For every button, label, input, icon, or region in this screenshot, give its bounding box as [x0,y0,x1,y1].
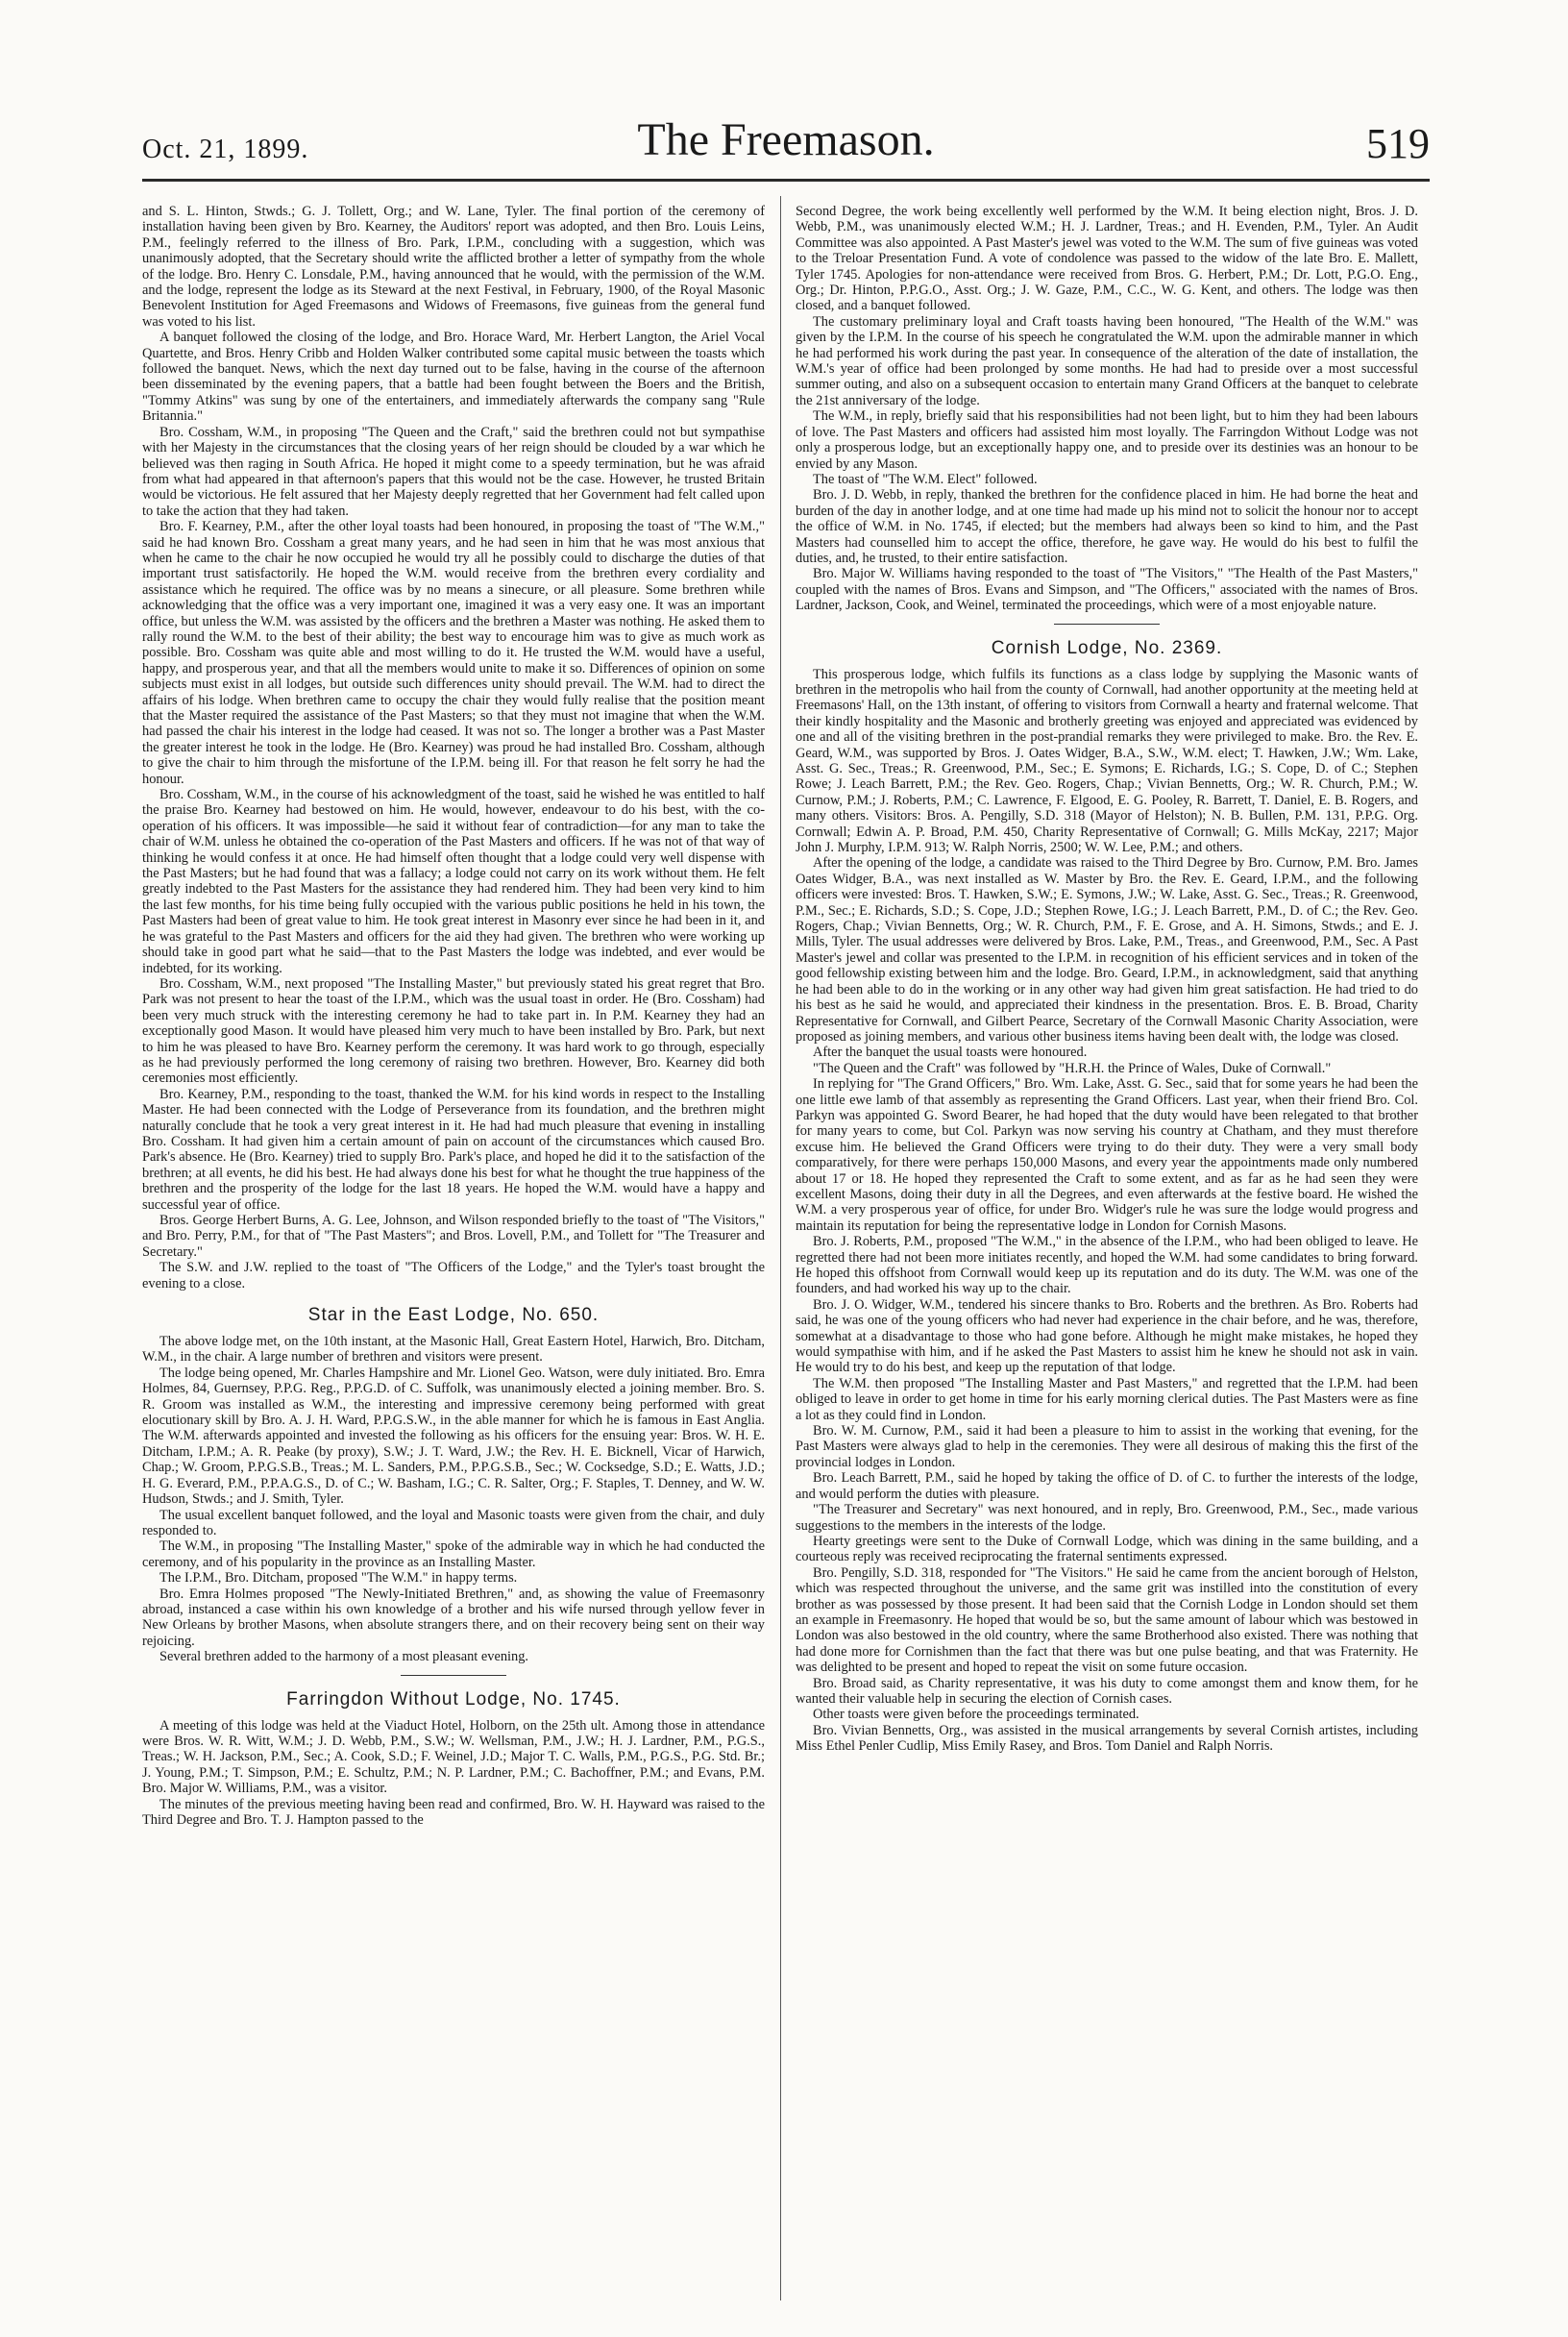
article-paragraph: and S. L. Hinton, Stwds.; G. J. Tollett, Org.; and W. Lane, Tyler. The final portion of the ceremony of installation having been given by Bro. Kearney, the Auditors' report was adopted, and then Bro. Louis Leins, P.M., feelingly referred to the illness of Bro. Park, I.P.M., concluding with a suggestion, which was unanimously adopted, that the Secretary should write the afflicted brother a letter of sympathy from the whole of the lodge. Bro. Henry C. Lonsdale, P.M., having announced that he would, with the permission of the W.M. and the lodge, represent the lodge as its Steward at the next Festival, in February, 1900, of the Royal Masonic Benevolent Institution for Aged Freemasons and Widows of Freemasons, five guineas from the general fund was voted to his list. [142,204,765,330]
section-heading-cornish-lodge: Cornish Lodge, No. 2369. [991,637,1223,658]
section-divider [401,1675,506,1676]
section-heading-farringdon-without: Farringdon Without Lodge, No. 1745. [286,1688,621,1710]
article-paragraph: After the banquet the usual toasts were honoured. [813,1045,1088,1061]
article-paragraph: Several brethren added to the harmony of a most pleasant evening. [159,1649,529,1665]
article-paragraph: After the opening of the lodge, a candidate was raised to the Third Degree by Bro. Curnow, P.M. Bro. James Oates Widger, B.A., was next installed as W. Master by Bro. the Rev. E. Geard, I.P.M., and the following officers were invested: Bros. T. Hawken, S.W.; E. Symons, J.W.; W. Lake, Asst. G. Sec., Treas.; R. Greenwood, P.M., Sec.; E. Richards, S.D.; S. Cope, J.D.; Stephen Rowe, I.G.; J. Leach Barrett, P.M., D. of C.; the Rev. Geo. Rogers, Chap.; Vivian Bennetts, Org.; W. R. Church, P.M., F. E. Grose, and A. H. Simons, Stwds.; and E. J. Mills, Tyler. The usual addresses were delivered by Bros. Lake, P.M., Treas., and Greenwood, P.M., Sec. A Past Master's jewel and collar was presented to the I.P.M. in recognition of his efficient services and in token of the good fellowship existing between him and the lodge. Bro. Geard, I.P.M., in acknowledgment, said that anything he had been able to do in the working or in any other way had given him great satisfaction. He had tried to do his best as he said he would, and appreciated their kindness in the presentation. Bros. E. B. Broad, Charity Representative for Cornwall, and Gilbert Pearce, Secretary of the Cornwall Masonic Charity Association, were proposed as joining members, and various other business items having been dealt with, the lodge was closed. [796,855,1418,1045]
article-paragraph: The S.W. and J.W. replied to the toast of "The Officers of the Lodge," and the Tyler's toast brought the evening to a close. [142,1260,765,1292]
article-paragraph: Bro. Emra Holmes proposed "The Newly-Initiated Brethren," and, as showing the value of Freemasonry abroad, instanced a case within his own knowledge of a brother and his wife nursed through yellow fever in New Orleans by brother Masons, when absolute strangers there, and on their recovery being sent on their way rejoicing. [142,1586,765,1649]
article-paragraph: Other toasts were given before the proceedings terminated. [813,1707,1139,1723]
article-paragraph: Bro. J. O. Widger, W.M., tendered his sincere thanks to Bro. Roberts and the brethren. As Bro. Roberts had said, he was one of the young officers who had never had experience in the chair before, and he was, therefore, somewhat at a disadvantage to those who had gone before. Although he might make mistakes, he hoped they would sympathise with him, and if he asked the Past Masters to assist him he knew he should not ask in vain. He would try to do his best, and keep up the reputation of that lodge. [796,1296,1418,1376]
article-paragraph: Bro. Kearney, P.M., responding to the toast, thanked the W.M. for his kind words in respect to the Installing Master. He had been connected with the Lodge of Perseverance from its foundation, and the brethren might naturally conclude that he took a very great interest in it. He had had much pleasure that evening in installing Bro. Cossham. It had given him a certain amount of pain on account of the circumstances which caused Bro. Park's absence. He (Bro. Kearney) tried to supply Bro. Park's place, and hoped he did it to the satisfaction of the brethren; at all events, he did his best. He had always done his best for what he thought the true happiness of the brethren and the prosperity of the lodge for the last 18 years. He hoped the W.M. would have a happy and successful year of office. [142,1086,765,1213]
article-paragraph: This prosperous lodge, which fulfils its functions as a class lodge by supplying the Masonic wants of brethren in the metropolis who hail from the county of Cornwall, had another opportunity at the meeting held at Freemasons' Hall, on the 13th instant, of offering to visitors from Cornwall a hearty and fraternal welcome. That their kindly hospitality and the Masonic and brotherly greeting was enjoyed and appreciated was evidenced by one and all of the visiting brethren in the post-prandial remarks they were privileged to make. Bro. the Rev. E. Geard, W.M., was supported by Bros. J. Oates Widger, B.A., S.W., W.M. elect; T. Hawken, J.W.; Wm. Lake, Asst. G. Sec., Treas.; R. Greenwood, P.M., Sec.; E. Symons; E. Richards, I.G.; S. Cope, D. of C.; Stephen Rowe; J. Leach Barrett, P.M.; the Rev. Geo. Rogers, Chap.; Vivian Bennetts, Org.; W. R. Church, P.M.; W. Curnow, P.M.; J. Roberts, P.M.; C. Lawrence, F. Elgood, E. G. Pooley, R. Barrett, T. Daniel, E. B. Rogers, and many others. Visitors: Bros. A. Pengilly, S.D. 318 (Mayor of Helston); N. B. Bullen, P.M. 131, P.P.G. Org. Cornwall; Edwin A. P. Broad, P.M. 450, Charity Representative of Cornwall; G. Mills McKay, 2217; Major John J. Murphy, I.P.M. 913; W. Ralph Norris, 2500; W. W. Lee, P.M.; and others. [796,666,1418,856]
article-paragraph: Bro. J. Roberts, P.M., proposed "The W.M.," in the absence of the I.P.M., who had been obliged to leave. He regretted there had not been more initiates recently, and hoped the W.M. had some candidates to bring forward. He hoped this offshoot from Cornwall would keep up its reputation and do its duty. The W.M. was one of the founders, and had worked his way up to the chair. [796,1234,1418,1297]
article-paragraph: A banquet followed the closing of the lodge, and Bro. Horace Ward, Mr. Herbert Langton, the Ariel Vocal Quartette, and Bros. Henry Cribb and Holden Walker contributed some capital music between the toasts which followed the banquet. News, which the next day turned out to be false, having in the course of the afternoon been disseminated by the evening papers, that a battle had been fought between the Boers and the British, "Tommy Atkins" was sung by one of the entertainers, and immediately afterwards the company sang "Rule Britannia." [142,330,765,425]
article-paragraph: Bro. W. M. Curnow, P.M., said it had been a pleasure to him to assist in the working that evening, for the Past Masters were always glad to help in the ceremonies. They were all desirous of making this the first of the provincial lodges in London. [796,1423,1418,1470]
article-paragraph: Bro. F. Kearney, P.M., after the other loyal toasts had been honoured, in proposing the toast of "The W.M.," said he had known Bro. Cossham a great many years, and he had seen in him that he was most anxious that when he came to the chair he now occupied he would try all he possibly could to discharge the duties of that important trust satisfactorily. He hoped the W.M. would receive from the brethren every cordiality and assistance which he required. The office was by no means a sinecure, or all pleasure. Some brethren while acknowledging that the office was a very important one, imagined it was a very easy one. It was an important office, but unless the W.M. was assisted by the officers and the brethren a Master was nothing. He asked them to rally round the W.M. to the best of their ability; the best way to encourage him was to give as much work as possible. Bro. Cossham was quite able and most willing to do it. He trusted the W.M. would have a useful, happy, and prosperous year, and that all the members would unite to make it so. Differences of opinion on some subjects must exist in all lodges, but outside such differences unity should prevail. The W.M. had to direct the affairs of his lodge. When brethren came to occupy the chair they would fully realise that the position meant that the Master required the assistance of the Past Masters; so that they must not imagine that when the W.M. had passed the chair his interest in the lodge had ceased. It was not so. The longer a brother was a Past Master the greater interest he took in the lodge. He (Bro. Kearney) was proud he had installed Bro. Cossham, although to give the chair to him through the misfortune of the I.P.M. being ill. For that reason he felt sorry he had the honour. [142,519,765,787]
article-paragraph: Bro. Broad said, as Charity representative, it was his duty to come amongst them and know them, for he wanted their valuable help in securing the election of Cornish cases. [796,1675,1418,1707]
article-paragraph: Bros. George Herbert Burns, A. G. Lee, Johnson, and Wilson responded briefly to the toast of "The Visitors," and Bro. Perry, P.M., for that of "The Past Masters"; and Bros. Lovell, P.M., and Tollett for "The Treasurer and Secretary." [142,1213,765,1260]
article-paragraph: Bro. Major W. Williams having responded to the toast of "The Visitors," "The Health of the Past Masters," coupled with the names of Bros. Evans and Simpson, and "The Officers," associated with the names of Bros. Lardner, Jackson, Cook, and Weinel, terminated the proceedings, which were of a most enjoyable nature. [796,566,1418,614]
article-paragraph: Second Degree, the work being excellently well performed by the W.M. It being election night, Bros. J. D. Webb, P.M., was unanimously elected W.M.; H. J. Lardner, Treas.; and H. Evenden, P.M., Tyler. An Audit Committee was also appointed. A Past Master's jewel was voted to the W.M. The sum of five guineas was voted to the Treloar Presentation Fund. A vote of condolence was passed to the widow of the late Bro. E. Mallett, Tyler 1745. Apologies for non-attendance were received from Bros. G. Herbert, P.M.; Dr. Lott, P.G.O. Eng., Org.; Dr. Hinton, P.P.G.O., Asst. Org.; J. W. Gaze, P.M., C.C., W. G. Kent, and others. The lodge was then closed, and a banquet followed. [796,204,1418,314]
article-paragraph: The customary preliminary loyal and Craft toasts having been honoured, "The Health of the W.M." was given by the I.P.M. In the course of his speech he congratulated the W.M. upon the admirable manner in which he had performed his work during the past year. In consequence of the alteration of the date of installation, the W.M.'s year of office had been prolonged by some months. He had had to preside over a most successful summer outing, and also on a subsequent occasion to entertain many Grand Officers at the banquet to celebrate the 21st anniversary of the lodge. [796,313,1418,408]
article-paragraph: The lodge being opened, Mr. Charles Hampshire and Mr. Lionel Geo. Watson, were duly initiated. Bro. Emra Holmes, 84, Guernsey, P.P.G. Reg., P.P.G.D. of C. Suffolk, was unanimously elected a joining member. Bro. S. R. Groom was installed as W.M., the interesting and impressive ceremony being performed with great elocutionary skill by Bro. A. J. H. Ward, P.P.G.S.W., in the able manner for which he is famous in East Anglia. The W.M. afterwards appointed and invested the following as his officers for the ensuing year: Bros. W. H. E. Ditcham, I.P.M.; A. R. Peake (by proxy), S.W.; J. T. Ward, J.W.; the Rev. H. E. Bicknell, Vicar of Harwich, Chap.; W. Groom, P.P.G.S.B., Treas.; M. L. Sanders, P.M., P.P.G.S.B., Sec.; W. Cocksedge, S.D.; E. Watts, J.D.; H. G. Everard, P.M., P.P.A.G.S., D. of C.; W. Basham, I.G.; C. R. Salter, Org.; F. Staples, T. Denney, and W. W. Hudson, Stwds.; and J. Smith, Tyler. [142,1365,765,1508]
article-paragraph: The minutes of the previous meeting having been read and confirmed, Bro. W. H. Hayward was raised to the Third Degree and Bro. T. J. Hampton passed to the [142,1796,765,1828]
article-paragraph: Bro. Vivian Bennetts, Org., was assisted in the musical arrangements by several Cornish artistes, including Miss Ethel Penler Cudlip, Miss Emily Rasey, and Bros. Tom Daniel and Ralph Norris. [796,1722,1418,1755]
left-column [142,204,765,2299]
article-paragraph: "The Queen and the Craft" was followed by "H.R.H. the Prince of Wales, Duke of Cornwall." [813,1060,1332,1076]
article-paragraph: A meeting of this lodge was held at the Viaduct Hotel, Holborn, on the 25th ult. Among those in attendance were Bros. W. R. Witt, W.M.; J. D. Webb, P.M., S.W.; W. Wellsman, P.M., J.W.; H. J. Lardner, P.M., P.G.S., Treas.; W. H. Jackson, P.M., Sec.; A. Cook, S.D.; F. Weinel, J.D.; Major T. C. Walls, P.M., P.G.S., P.G. Std. Br.; J. Young, P.M.; T. Simpson, P.M.; E. Schultz, P.M.; N. P. Lardner, P.M.; C. Bachoffner, P.M.; and Evans, P.M. Bro. Major W. Williams, P.M., was a visitor. [142,1717,765,1797]
issue-date: Oct. 21, 1899. [142,135,309,164]
article-paragraph: "The Treasurer and Secretary" was next honoured, and in reply, Bro. Greenwood, P.M., Sec., made various suggestions to the members in the interests of the lodge. [796,1502,1418,1534]
article-paragraph: Bro. Cossham, W.M., in the course of his acknowledgment of the toast, said he wished he was entitled to half the praise Bro. Kearney had bestowed on him. He would, however, endeavour to do his best, with the co-operation of his officers. It was impossible—he said it without fear of contradiction—for any man to take the chair of W.M. unless he obtained the co-operation of the Past Masters and officers. If he was not of that way of thinking he would confess it at once. He had himself often thought that a lodge could very well dispense with the Past Masters; but he had found that was a fallacy; a lodge could not carry on its work without them. He felt greatly indebted to the Past Masters for the assistance they had rendered him. They had been very kind to him the last few months, for his time being fully occupied with the various public positions he held in his town, the Past Masters had been of great value to him. He took great interest in Masonry ever since he had been in it, and he was grateful to the Past Masters and officers for the aid they had given. The brethren who were working up should take in good part what he said—that to the Past Masters the lodge was indebted, and ever would be indebted, for its working. [142,787,765,976]
article-paragraph: Bro. Cossham, W.M., in proposing "The Queen and the Craft," said the brethren could not but sympathise with her Majesty in the circumstances that the closing years of her reign should be clouded by a war which he believed was then raging in South Africa. He hoped it might come to a speedy termination, but he was afraid from what had appeared in that afternoon's papers that this would not be the case. However, he trusted Britain would be victorious. He felt assured that her Majesty deeply regretted that her Government had felt called upon to take the action that they had taken. [142,424,765,519]
article-paragraph: The W.M., in reply, briefly said that his responsibilities had not been light, but to him they had been labours of love. The Past Masters and officers had assisted him most loyally. The Farringdon Without Lodge was not only a prosperous lodge, but an exceptionally happy one, and to preside over its destinies was an honour to be envied by any Mason. [796,408,1418,472]
article-paragraph: Hearty greetings were sent to the Duke of Cornwall Lodge, which was dining in the same building, and a courteous reply was received reciprocating the fraternal sentiments expressed. [796,1533,1418,1565]
section-heading-star-in-the-east: Star in the East Lodge, No. 650. [307,1305,600,1326]
newspaper-title: The Freemason. [637,114,935,165]
right-column [796,204,1418,2299]
masthead-rule [142,179,1430,182]
article-paragraph: The usual excellent banquet followed, and the loyal and Masonic toasts were given from the chair, and duly responded to. [142,1507,765,1538]
column-divider [780,196,781,2300]
article-paragraph: The toast of "The W.M. Elect" followed. [813,471,1038,487]
article-paragraph: Bro. Leach Barrett, P.M., said he hoped by taking the office of D. of C. to further the interests of the lodge, and would perform the duties with pleasure. [796,1470,1418,1502]
page-number: 519 [1366,120,1430,167]
article-paragraph: The W.M. then proposed "The Installing Master and Past Masters," and regretted that the I.P.M. had been obliged to leave in order to get home in time for his early morning clerical duties. The Past Masters were as fine a lot as they could find in London. [796,1375,1418,1423]
article-paragraph: The W.M., in proposing "The Installing Master," spoke of the admirable way in which he had conducted the ceremony, and of his popularity in the province as an Installing Master. [142,1538,765,1570]
article-paragraph: The I.P.M., Bro. Ditcham, proposed "The W.M." in happy terms. [159,1570,518,1587]
section-divider [1054,624,1160,625]
article-paragraph: The above lodge met, on the 10th instant, at the Masonic Hall, Great Eastern Hotel, Harwich, Bro. Ditcham, W.M., in the chair. A large number of brethren and visitors were present. [142,1334,765,1365]
masthead [142,113,1430,175]
article-paragraph: Bro. J. D. Webb, in reply, thanked the brethren for the confidence placed in him. He had borne the heat and burden of the day in another lodge, and at one time had made up his mind not to solicit the honour nor to accept the office of W.M. in No. 1745, if elected; but the members had always been so kind to him, and the Past Masters had counselled him to accept the office, therefore, he gave way. He would do his best to fulfil the duties, and, he trusted, to their entire satisfaction. [796,487,1418,566]
article-paragraph: Bro. Cossham, W.M., next proposed "The Installing Master," but previously stated his great regret that Bro. Park was not present to hear the toast of the I.P.M., which was the usual toast in order. He (Bro. Cossham) had been very much struck with the interesting ceremony he had to take part in. In P.M. Kearney they had an exceptionally good Mason. It would have pleased him very much to have been installed by Bro. Park, but next to him he was pleased to have Bro. Kearney perform the ceremony. It was hard work to go through, especially as he had previously performed the long ceremony of raising two brethren. However, Bro. Kearney did both ceremonies most efficiently. [142,975,765,1087]
article-paragraph: In replying for "The Grand Officers," Bro. Wm. Lake, Asst. G. Sec., said that for some years he had been the one little ewe lamb of that assembly as representing the Grand Officers. Last year, when their friend Bro. Col. Parkyn was appointed G. Sword Bearer, he had hoped that the duty would have been relegated to that brother for many years to come, but Col. Parkyn was now serving his country at Chatham, and they must therefore excuse him. He believed the Grand Officers were trying to do their duty. They were a very small body comparatively, for there were perhaps 150,000 Masons, and every year the appointments made only numbered about 17 or 18. He hoped they represented the Craft to some extent, and as far as he had seen they were excellent Masons, doing their duty in all the Degrees, and even afterwards at the festive board. He wished the W.M. a very prosperous year of office, for under Bro. Widger's rule he was sure the lodge would progress and maintain its reputation for being the representative lodge in London for Cornish Masons. [796,1076,1418,1234]
article-paragraph: Bro. Pengilly, S.D. 318, responded for "The Visitors." He said he came from the ancient borough of Helston, which was respected throughout the universe, and the same grit was instilled into the constitution of every brother as was possessed by those present. It had been said that the Cornish Lodge in London should set them an example in Freemasonry. He hoped that would be so, but the same amount of labour which was bestowed in London was also bestowed in the old country, where the same Brotherhood also existed. There was nothing that had done more for Cornishmen than the fact that there was but one pulse beating, and that was Fraternity. He was delighted to be present and hoped to repeat the visit on some future occasion. [796,1564,1418,1676]
